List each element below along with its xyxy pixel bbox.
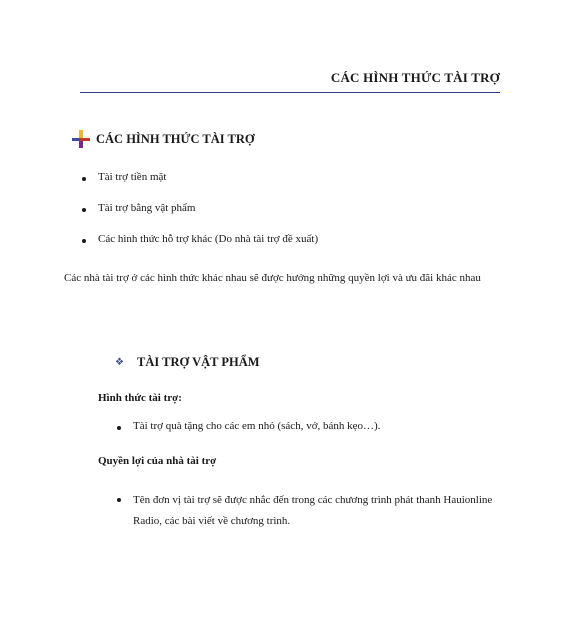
benefit-items-list bbox=[115, 490, 495, 532]
cross-star-icon bbox=[72, 130, 90, 148]
sponsorship-types-list bbox=[80, 171, 318, 264]
diamond-bullet-icon: ❖ bbox=[115, 356, 124, 368]
header-title: CÁC HÌNH THỨC TÀI TRỢ bbox=[330, 70, 500, 85]
subsection-title: TÀI TRỢ VẬT PHẨM bbox=[137, 355, 260, 369]
form-label: Hình thức tài trợ: bbox=[98, 392, 182, 404]
subsection-heading bbox=[115, 355, 260, 370]
benefit-label: Quyền lợi của nhà tài trợ bbox=[98, 455, 217, 467]
form-items-list bbox=[115, 420, 380, 432]
section-heading bbox=[72, 130, 255, 148]
list-item: Các hình thức hỗ trợ khác (Do nhà tài trợ đề xuất) bbox=[80, 233, 318, 264]
section-title: CÁC HÌNH THỨC TÀI TRỢ bbox=[96, 131, 255, 146]
list-item: Tài trợ bằng vật phẩm bbox=[80, 202, 318, 233]
list-item: Tài trợ tiền mặt bbox=[80, 171, 318, 202]
list-item: Tên đơn vị tài trợ sẽ được nhắc đến trong các chương trình phát thanh Hauionline Radio, các bài viết về chương trình. bbox=[115, 490, 495, 532]
section-paragraph: Các nhà tài trợ ở các hình thức khác nhau sẽ được hưởng những quyền lợi và ưu đãi khác nhau bbox=[64, 272, 481, 284]
page-header bbox=[80, 68, 500, 93]
list-item: Tài trợ quà tặng cho các em nhỏ (sách, vở, bánh kẹo…). bbox=[115, 420, 380, 432]
